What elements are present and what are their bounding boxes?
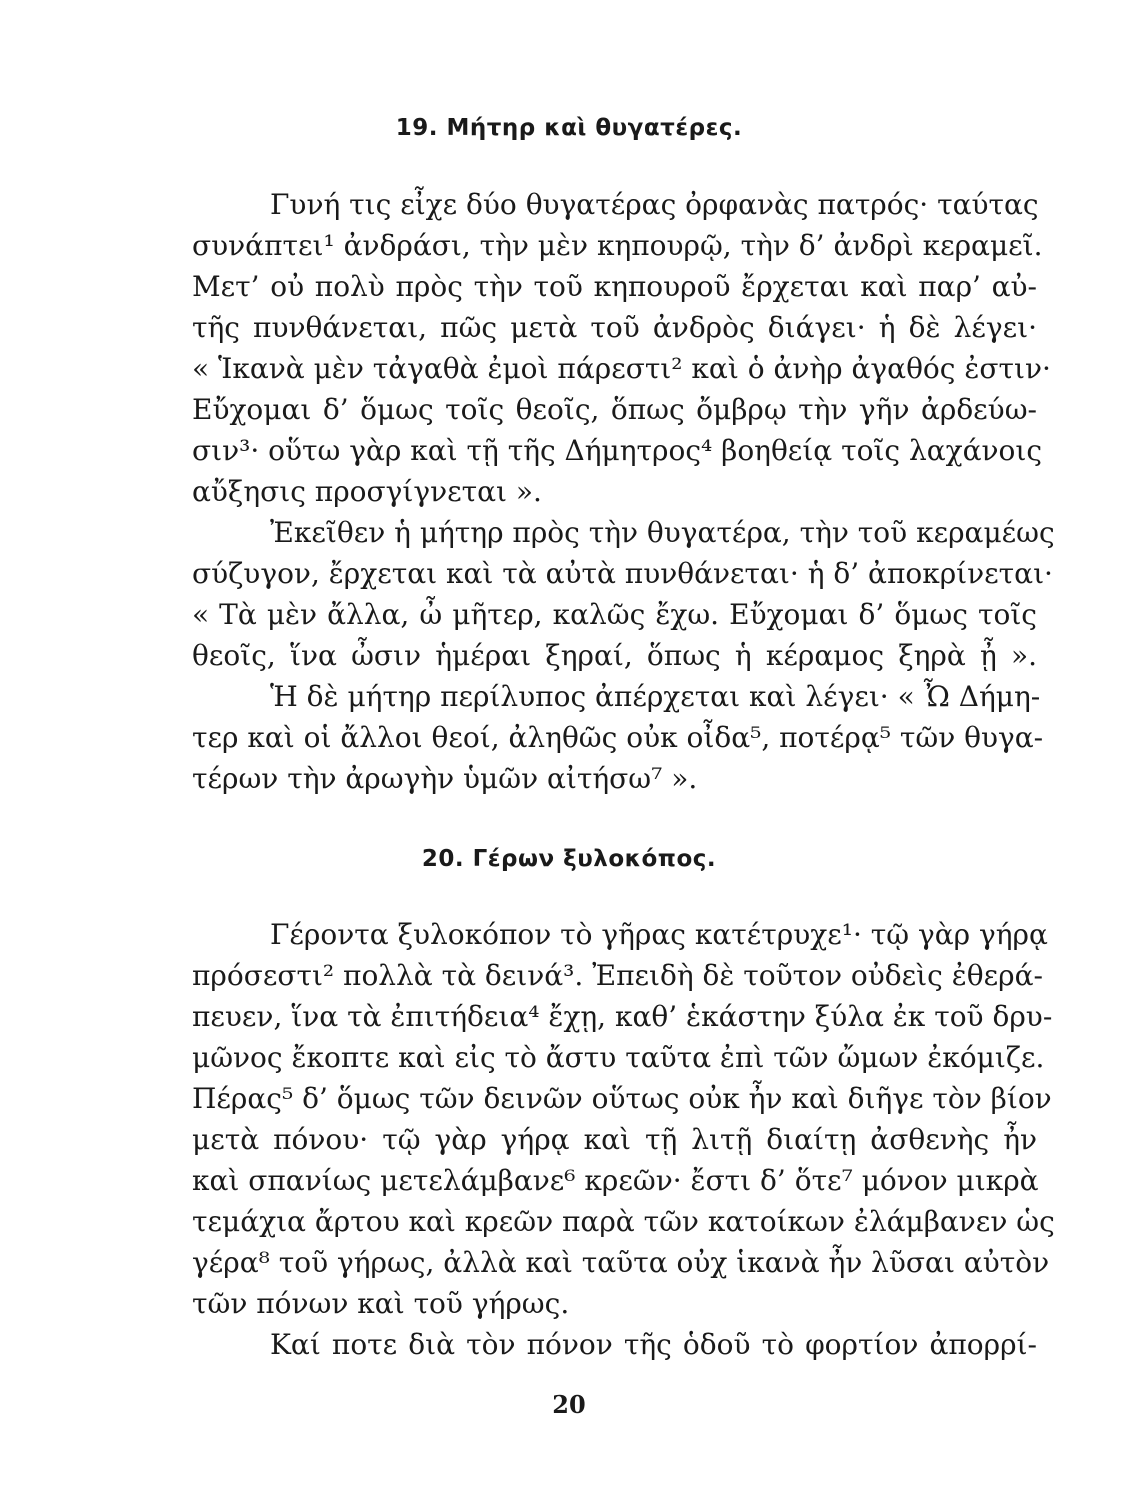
text-line: θεοῖς, ἵνα ὦσιν ἡμέραι ξηραί, ὅπως ἡ κέραμος ξηρὰ ᾖ ». bbox=[192, 639, 1037, 672]
text-line: τῶν πόνων καὶ τοῦ γήρως. bbox=[192, 1287, 570, 1320]
text-line: σιν³· οὕτω γὰρ καὶ τῇ τῆς Δήμητρος⁴ βοηθείᾳ τοῖς λαχάνοις bbox=[192, 434, 1043, 467]
text-line: Πέρας⁵ δ’ ὅμως τῶν δεινῶν οὕτως οὐκ ἦν καὶ διῆγε τὸν βίον bbox=[192, 1082, 1052, 1115]
text-line: πευεν, ἵνα τὰ ἐπιτήδεια⁴ ἔχῃ, καθ’ ἑκάστην ξύλα ἐκ τοῦ δρυ- bbox=[192, 1000, 1053, 1033]
text-line: συνάπτει¹ ἀνδράσι, τὴν μὲν κηπουρῷ, τὴν δ’ ἀνδρὶ κεραμεῖ. bbox=[192, 229, 1043, 262]
text-line: τεμάχια ἄρτου καὶ κρεῶν παρὰ τῶν κατοίκων ἐλάμβανεν ὡς bbox=[192, 1205, 1055, 1238]
text-line: Εὔχομαι δ’ ὅμως τοῖς θεοῖς, ὅπως ὄμβρῳ τὴν γῆν ἀρδεύω- bbox=[192, 393, 1037, 426]
section-title-20: 20. Γέρων ξυλοκόπος. bbox=[421, 846, 717, 872]
text-line: τέρων τὴν ἀρωγὴν ὑμῶν αἰτήσω⁷ ». bbox=[192, 762, 698, 795]
section-20-text bbox=[192, 914, 1055, 1365]
text-line: Γέροντα ξυλοκόπον τὸ γῆρας κατέτρυχε¹· τῷ γὰρ γήρᾳ bbox=[270, 918, 1048, 951]
text-line: πρόσεστι² πολλὰ τὰ δεινά³. Ἐπειδὴ δὲ τοῦτον οὐδεὶς ἐθερά- bbox=[192, 959, 1043, 992]
section-title-19: 19. Μήτηρ καὶ θυγατέρες. bbox=[395, 115, 743, 141]
text-line: Γυνή τις εἶχε δύο θυγατέρας ὀρφανὰς πατρός· ταύτας bbox=[270, 188, 1039, 221]
section-19-text bbox=[192, 184, 1055, 799]
text-line: « Τὰ μὲν ἄλλα, ὦ μῆτερ, καλῶς ἔχω. Εὔχομαι δ’ ὅμως τοῖς bbox=[192, 598, 1037, 631]
text-line: « Ἱκανὰ μὲν τἀγαθὰ ἐμοὶ πάρεστι² καὶ ὁ ἀνὴρ ἀγαθός ἐστιν· bbox=[192, 352, 1051, 385]
text-line: μῶνος ἔκοπτε καὶ εἰς τὸ ἄστυ ταῦτα ἐπὶ τῶν ὤμων ἐκόμιζε. bbox=[192, 1041, 1045, 1074]
text-line: μετὰ πόνου· τῷ γὰρ γήρᾳ καὶ τῇ λιτῇ διαίτῃ ἀσθενὴς ἦν bbox=[192, 1123, 1037, 1156]
text-line: Ἡ δὲ μήτηρ περίλυπος ἀπέρχεται καὶ λέγει· « Ὦ Δήμη- bbox=[270, 680, 1041, 713]
text-line: γέρα⁸ τοῦ γήρως, ἀλλὰ καὶ ταῦτα οὐχ ἱκανὰ ἦν λῦσαι αὐτὸν bbox=[192, 1246, 1050, 1279]
text-line: αὔξησις προσγίγνεται ». bbox=[192, 475, 542, 508]
text-line: Καί ποτε διὰ τὸν πόνον τῆς ὁδοῦ τὸ φορτίον ἀπορρί- bbox=[270, 1328, 1037, 1361]
text-line: καὶ σπανίως μετελάμβανε⁶ κρεῶν· ἔστι δ’ ὅτε⁷ μόνον μικρὰ bbox=[192, 1164, 1039, 1197]
text-line: Μετ’ οὐ πολὺ πρὸς τὴν τοῦ κηπουροῦ ἔρχεται καὶ παρ’ αὐ- bbox=[192, 270, 1037, 303]
text-line: Ἐκεῖθεν ἡ μήτηρ πρὸς τὴν θυγατέρα, τὴν τοῦ κεραμέως bbox=[270, 516, 1055, 549]
text-line: σύζυγον, ἔρχεται καὶ τὰ αὐτὰ πυνθάνεται· ἡ δ’ ἀποκρίνεται· bbox=[192, 557, 1053, 590]
page-number: 20 bbox=[552, 1390, 586, 1419]
text-line: τερ καὶ οἱ ἄλλοι θεοί, ἀληθῶς οὐκ οἶδα⁵, ποτέρᾳ⁵ τῶν θυγα- bbox=[192, 721, 1044, 754]
text-line: τῆς πυνθάνεται, πῶς μετὰ τοῦ ἀνδρὸς διάγει· ἡ δὲ λέγει· bbox=[192, 311, 1037, 344]
